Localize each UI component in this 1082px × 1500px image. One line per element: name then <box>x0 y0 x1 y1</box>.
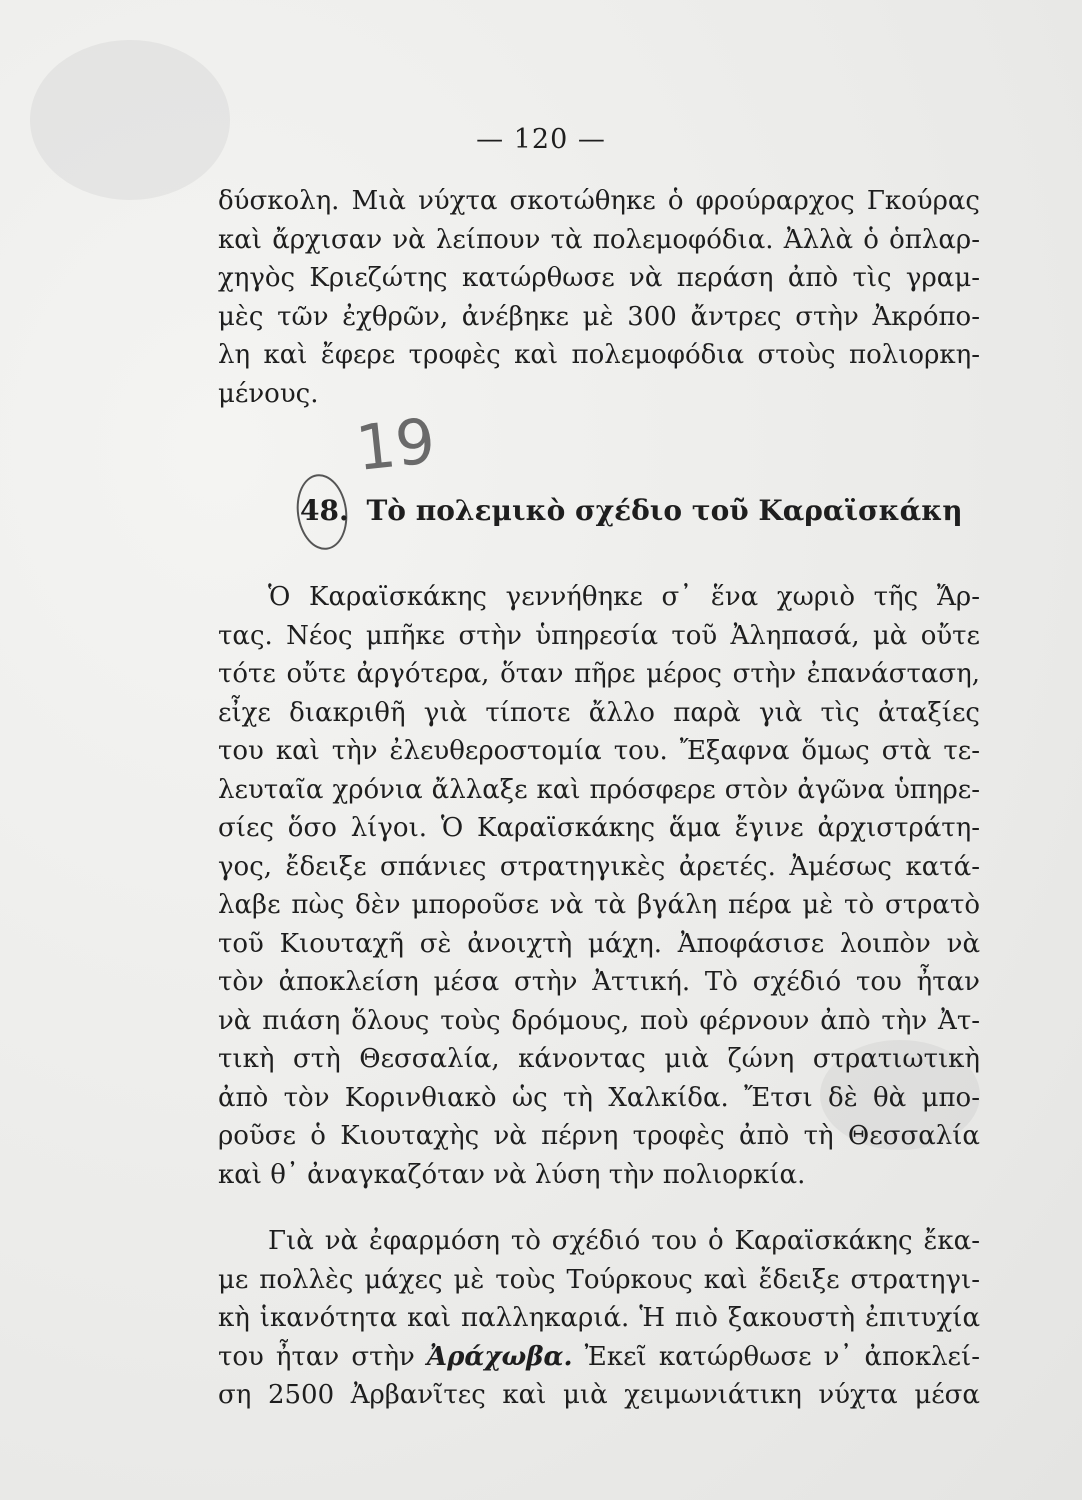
text-line <box>218 1338 980 1377</box>
text-line: Ὁ Καραϊσκάκης γεννήθηκε σ᾿ ἕνα χωριὸ τῆς Ἄρ- <box>268 582 980 612</box>
text-line: τικὴ στὴ Θεσσαλία, κάνοντας μιὰ ζώνη στρατιωτικὴ <box>218 1044 980 1074</box>
paragraph <box>218 578 980 1194</box>
text-line: ση 2500 Ἀρβανῖτες καὶ μιὰ χειμωνιάτικη νύχτα μέσα <box>218 1380 980 1410</box>
text-line: καὶ ἄρχισαν νὰ λείπουν τὰ πολεμοφόδια. Ἀλλὰ ὁ ὁπλαρ- <box>218 224 980 255</box>
text-line: Γιὰ νὰ ἐφαρμόση τὸ σχέδιό του ὁ Καραϊσκάκης ἔκα- <box>268 1226 980 1256</box>
text-line: τὸν ἀποκλείση μέσα στὴν Ἀττική. Τὸ σχέδιό του ἦταν <box>218 967 980 997</box>
text-line: λαβε πὼς δὲν μποροῦσε νὰ τὰ βγάλη πέρα μὲ τὸ στρατὸ <box>218 890 980 920</box>
section-heading <box>300 494 963 527</box>
text-line: τας. Νέος μπῆκε στὴν ὑπηρεσία τοῦ Ἀληπασά, μὰ οὔτε <box>218 620 980 651</box>
text-segment: Ἐκεῖ κατώρθωσε ν᾿ ἀποκλεί- <box>572 1341 981 1372</box>
text-line: ροῦσε ὁ Κιουταχὴς νὰ πέρνη τροφὲς ἀπὸ τὴ Θεσσαλία <box>218 1121 980 1151</box>
text-segment: του ἦταν στὴν <box>218 1341 427 1372</box>
text-line: μὲς τῶν ἐχθρῶν, ἀνέβηκε μὲ 300 ἄντρες στὴν Ἀκρόπο- <box>218 301 980 332</box>
text-line: τότε οὔτε ἀργότερα, ὅταν πῆρε μέρος στὴν ἐπανάσταση, <box>218 659 980 689</box>
text-line: σίες ὅσο λίγοι. Ὁ Καραϊσκάκης ἅμα ἔγινε ἀρχιστράτη- <box>218 813 980 843</box>
text-line: λευταῖα χρόνια ἄλλαξε καὶ πρόσφερε στὸν ἀγῶνα ὑπηρε- <box>218 774 980 805</box>
page-number: — 120 — <box>476 124 606 155</box>
handwritten-annotation: 19 <box>352 404 439 485</box>
section-title: Τὸ πολεμικὸ σχέδιο τοῦ Καραϊσκάκη <box>366 494 963 527</box>
text-line: του καὶ τὴν ἐλευθεροστομία του. Ἔξαφνα ὅμως στὰ τε- <box>218 736 980 766</box>
text-line: μένους. <box>218 378 319 409</box>
text-line: χηγὸς Κριεζώτης κατώρθωσε νὰ περάση ἀπὸ τὶς γραμ- <box>218 263 980 293</box>
paper-stain <box>30 40 230 200</box>
text-line: τοῦ Κιουταχῆ σὲ ἀνοιχτὴ μάχη. Ἀποφάσισε λοιπὸν νὰ <box>218 928 980 959</box>
text-line: νὰ πιάση ὅλους τοὺς δρόμους, ποὺ φέρνουν ἀπὸ τὴν Ἀτ- <box>218 1005 980 1036</box>
paragraph <box>218 1222 980 1415</box>
text-line: καὶ θ᾿ ἀναγκαζόταν νὰ λύση τὴν πολιορκία. <box>218 1159 806 1190</box>
text-line: κὴ ἱκανότητα καὶ παλληκαριά. Ἡ πιὸ ξακουστὴ ἐπιτυχία <box>218 1303 980 1333</box>
text-line: με πολλὲς μάχες μὲ τοὺς Τούρκους καὶ ἔδειξε στρατηγι- <box>218 1264 980 1295</box>
text-line: γος, ἔδειξε σπάνιες στρατηγικὲς ἀρετές. Ἀμέσως κατά- <box>218 851 980 882</box>
text-line: λη καὶ ἔφερε τροφὲς καὶ πολεμοφόδια στοὺς πολιορκη- <box>218 340 980 370</box>
section-number: 48. <box>300 494 349 527</box>
text-line: δύσκολη. Μιὰ νύχτα σκοτώθηκε ὁ φρούραρχος Γκούρας <box>218 186 980 216</box>
text-line: εἶχε διακριθῆ γιὰ τίποτε ἄλλο παρὰ γιὰ τὶς ἀταξίες <box>218 697 980 728</box>
emphasized-place-name: Ἀράχωβα. <box>426 1341 573 1372</box>
text-line: ἀπὸ τὸν Κορινθιακὸ ὡς τὴ Χαλκίδα. Ἔτσι δὲ θὰ μπο- <box>218 1082 980 1113</box>
paragraph-continued <box>218 182 980 413</box>
